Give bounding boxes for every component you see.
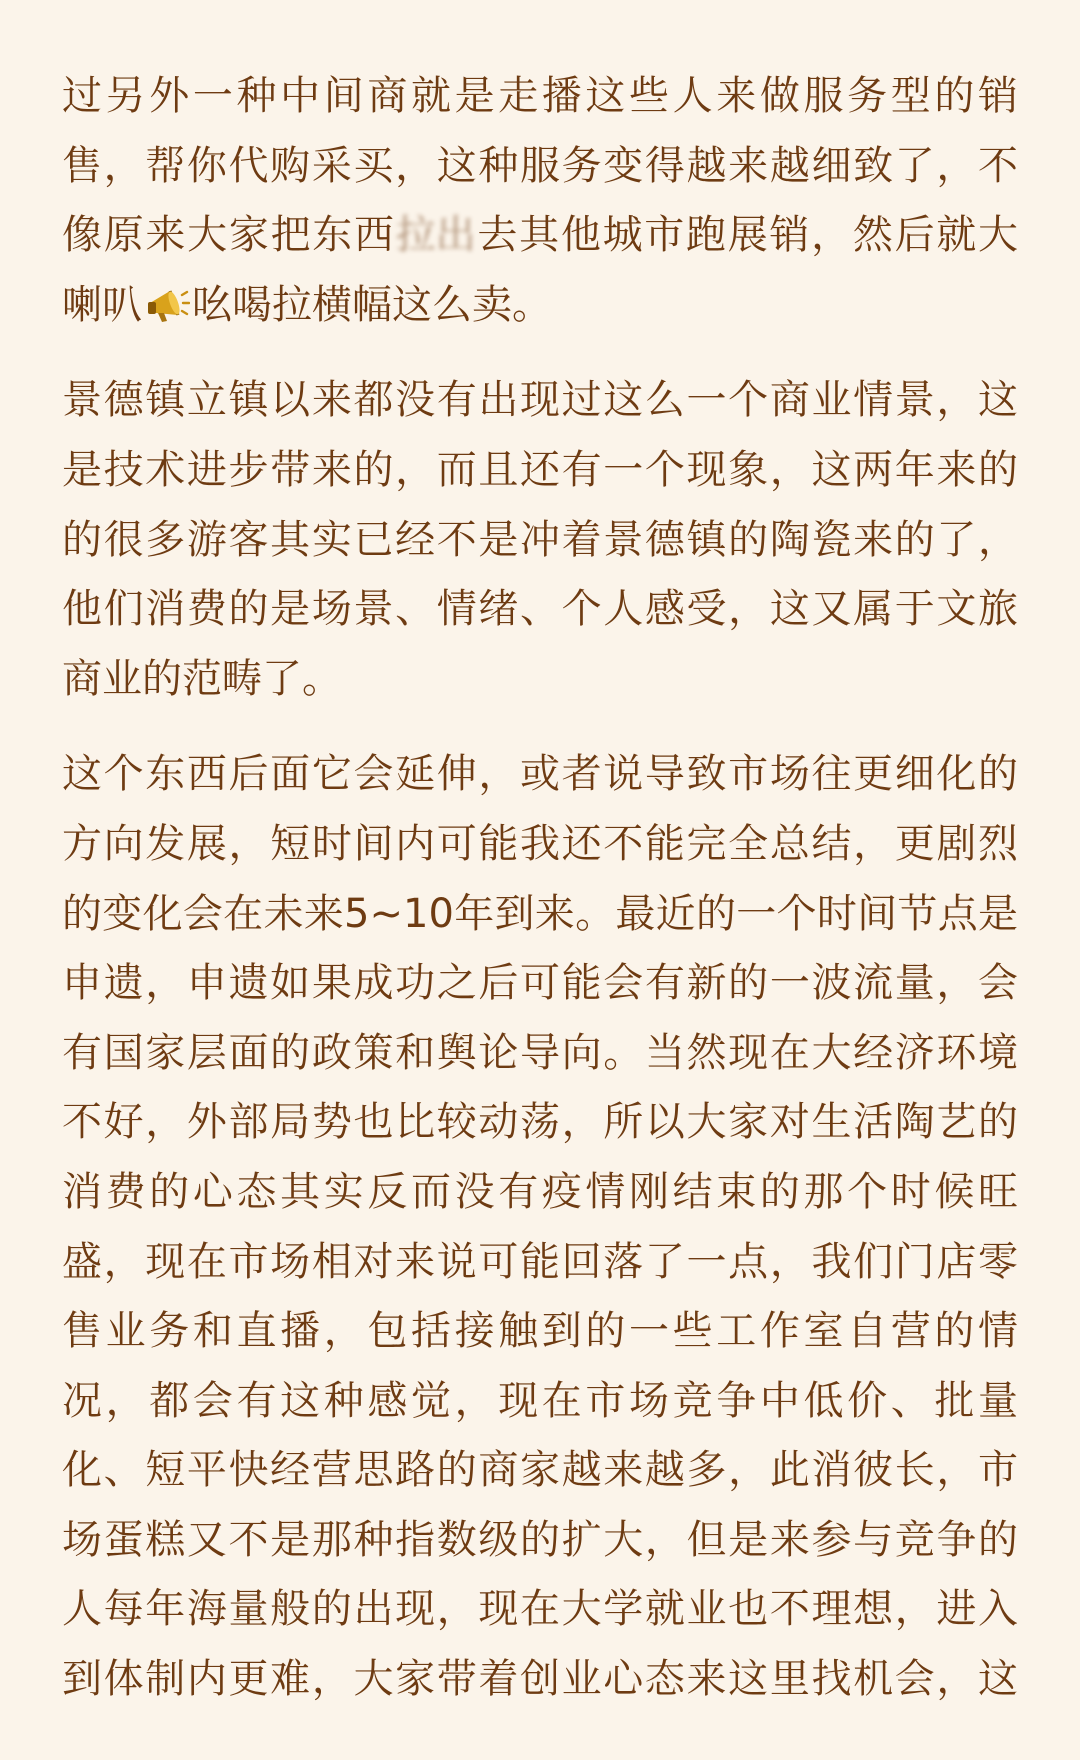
text-line: 的变化会在未来5~10年到来。最近的一个时间节点是 <box>62 890 1018 937</box>
paragraph-1 <box>62 62 1018 340</box>
paragraph-2 <box>62 366 1018 714</box>
text-line: 化、短平快经营思路的商家越来越多，此消彼长，市 <box>62 1447 1018 1494</box>
text-line: 况，都会有这种感觉，现在市场竞争中低价、批量 <box>62 1377 1018 1424</box>
text-line: 申遗，申遗如果成功之后可能会有新的一波流量，会 <box>62 960 1018 1007</box>
text-segment: 去其他城市跑展销，然后就大 <box>475 212 1019 259</box>
text-segment: 喇叭 <box>62 281 142 328</box>
blurred-text: 拉出 <box>395 212 476 259</box>
text-line: 是技术进步带来的，而且还有一个现象，这两年来的 <box>62 446 1018 493</box>
text-line: 场蛋糕又不是那种指数级的扩大，但是来参与竞争的 <box>62 1516 1018 1563</box>
text-line: 售，帮你代购采买，这种服务变得越来越细致了，不 <box>62 142 1018 189</box>
text-segment: 吆喝拉横幅这么卖。 <box>192 281 552 328</box>
text-line: 人每年海量般的出现，现在大学就业也不理想，进入 <box>62 1586 1018 1633</box>
text-line: 景德镇立镇以来都没有出现过这么一个商业情景，这 <box>62 377 1018 424</box>
text-line: 到体制内更难，大家带着创业心态来这里找机会，这 <box>62 1656 1018 1703</box>
megaphone-icon <box>144 278 190 318</box>
text-segment: 像原来大家把东西 <box>62 212 396 259</box>
paragraph-3 <box>62 740 1018 1714</box>
text-line: 商业的范畴了。 <box>62 655 342 702</box>
text-line: 盛，现在市场相对来说可能回落了一点，我们门店零 <box>62 1238 1018 1285</box>
text-line: 他们消费的是场景、情绪、个人感受，这又属于文旅 <box>62 586 1018 633</box>
text-line <box>62 271 1018 341</box>
text-line: 售业务和直播，包括接触到的一些工作室自营的情 <box>62 1308 1018 1355</box>
text-line: 不好，外部局势也比较动荡，所以大家对生活陶艺的 <box>62 1099 1018 1146</box>
text-line: 过另外一种中间商就是走播这些人来做服务型的销 <box>62 73 1018 119</box>
text-line: 有国家层面的政策和舆论导向。当然现在大经济环境 <box>62 1029 1018 1076</box>
text-line <box>62 201 1018 271</box>
text-line: 这个东西后面它会延伸，或者说导致市场往更细化的 <box>62 751 1018 798</box>
text-line: 方向发展，短时间内可能我还不能完全总结，更剧烈 <box>62 820 1018 867</box>
text-line: 的很多游客其实已经不是冲着景德镇的陶瓷来的了， <box>62 516 1018 563</box>
text-line: 消费的心态其实反而没有疫情刚结束的那个时候旺 <box>62 1168 1018 1215</box>
